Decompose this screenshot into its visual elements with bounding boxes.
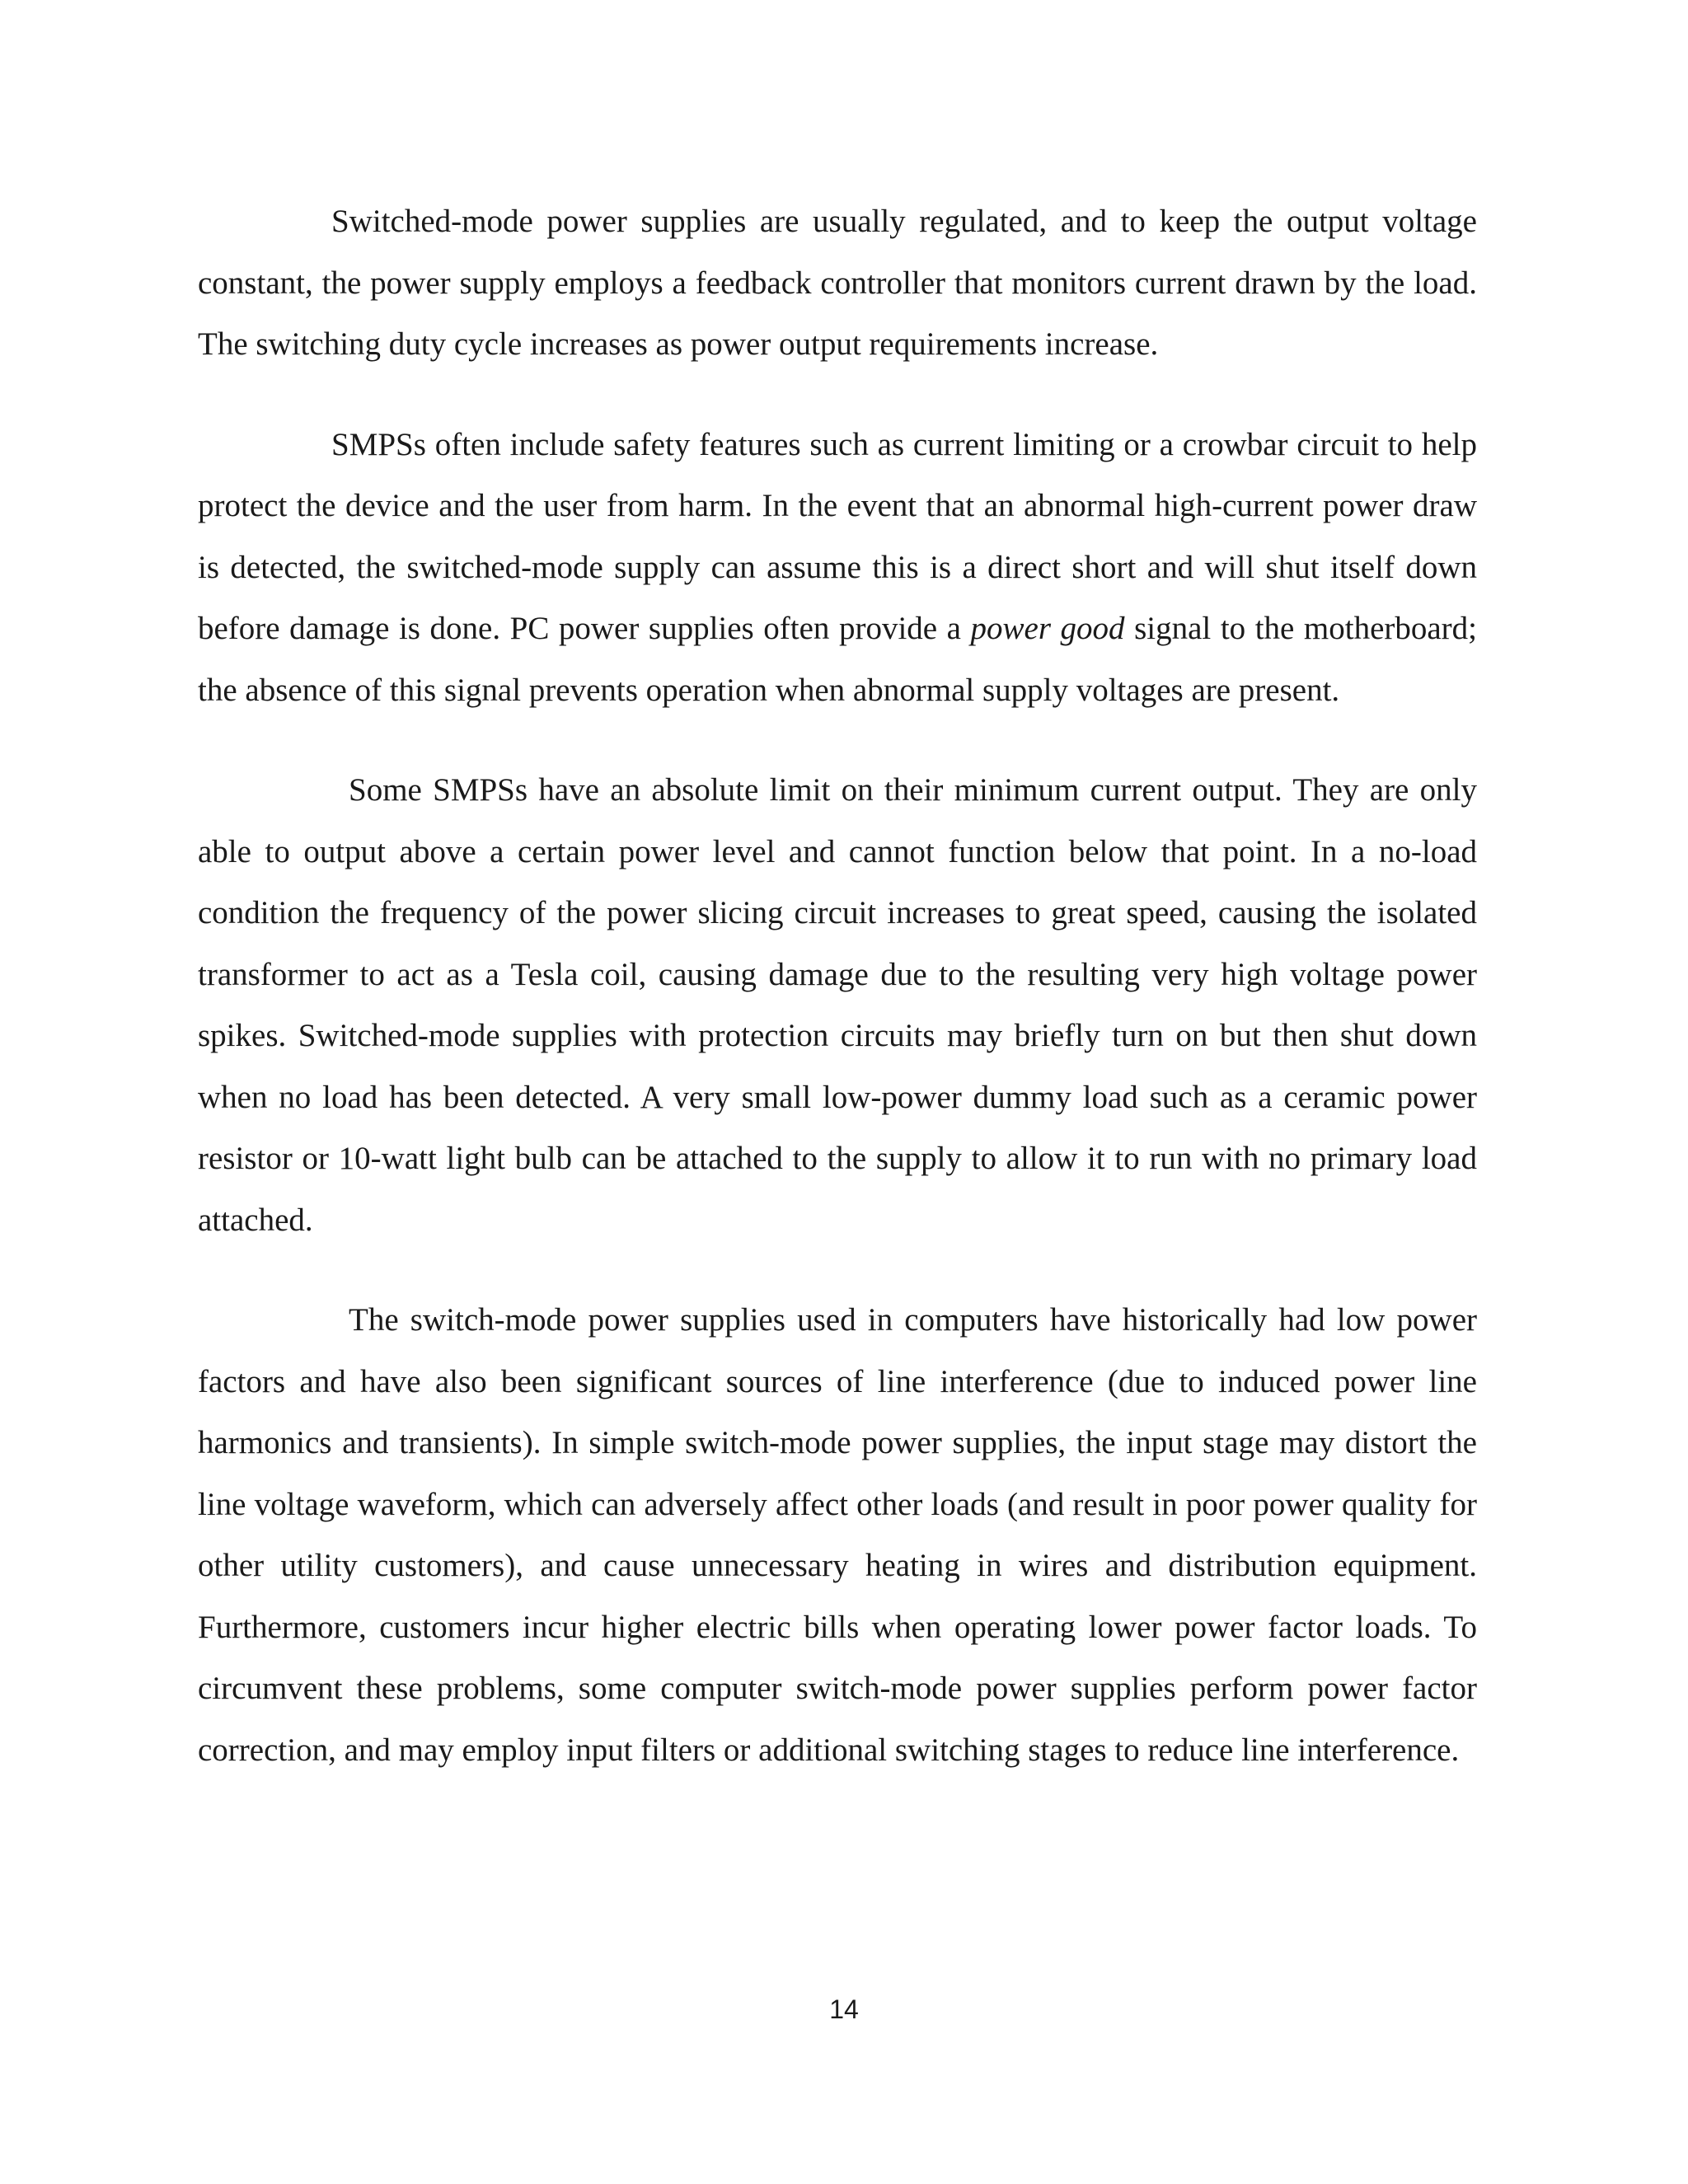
paragraph-regulation	[198, 191, 1477, 376]
body-text	[198, 191, 1477, 1781]
paragraph-power-factor	[198, 1290, 1477, 1781]
paragraph-safety-features	[198, 415, 1477, 722]
paragraph-text-before: SMPSs often include safety features such as current limiting or a crowbar circuit to help protect the device and the user from harm. In the event that an abnormal high-current power draw is detected, the switched-mode supply can assume this is a direct short and will shut itself down before damage is done. PC power supplies often provide a	[198, 426, 1477, 646]
paragraph-minimum-current	[198, 760, 1477, 1251]
paragraph-text: Switched-mode power supplies are usually regulated, and to keep the output voltage constant, the power supply employs a feedback controller that monitors current drawn by the load. The switching duty cycle increases as power output requirements increase.	[198, 204, 1477, 362]
paragraph-text: The switch-mode power supplies used in computers have historically had low power factors and have also been significant sources of line interference (due to induced power line harmonics and transients). In simple switch-mode power supplies, the input stage may distort the line voltage waveform, which can adversely affect other loads (and result in poor power quality for other utility customers), and cause unnecessary heating in wires and distribution equipment. Furthermore, customers incur higher electric bills when operating lower power factor loads. To circumvent these problems, some computer switch-mode power supplies perform power factor correction, and may employ input filters or additional switching stages to reduce line interference.	[198, 1302, 1477, 1768]
paragraph-text-after: signal to the motherboard; the absence of this signal prevents operation when abnormal supply voltages are present.	[198, 611, 1477, 708]
paragraph-text: Some SMPSs have an absolute limit on their minimum current output. They are only able to output above a certain power level and cannot function below that point. In a no-load condition the frequency of the power slicing circuit increases to great speed, causing the isolated transformer to act as a Tesla coil, causing damage due to the resulting very high voltage power spikes. Switched-mode supplies with protection circuits may briefly turn on but then shut down when no load has been detected. A very small low-power dummy load such as a ceramic power resistor or 10-watt light bulb can be attached to the supply to allow it to run with no primary load attached.	[198, 772, 1477, 1238]
emphasis-term: power good	[970, 611, 1125, 646]
page-number: 14	[829, 1994, 859, 2024]
